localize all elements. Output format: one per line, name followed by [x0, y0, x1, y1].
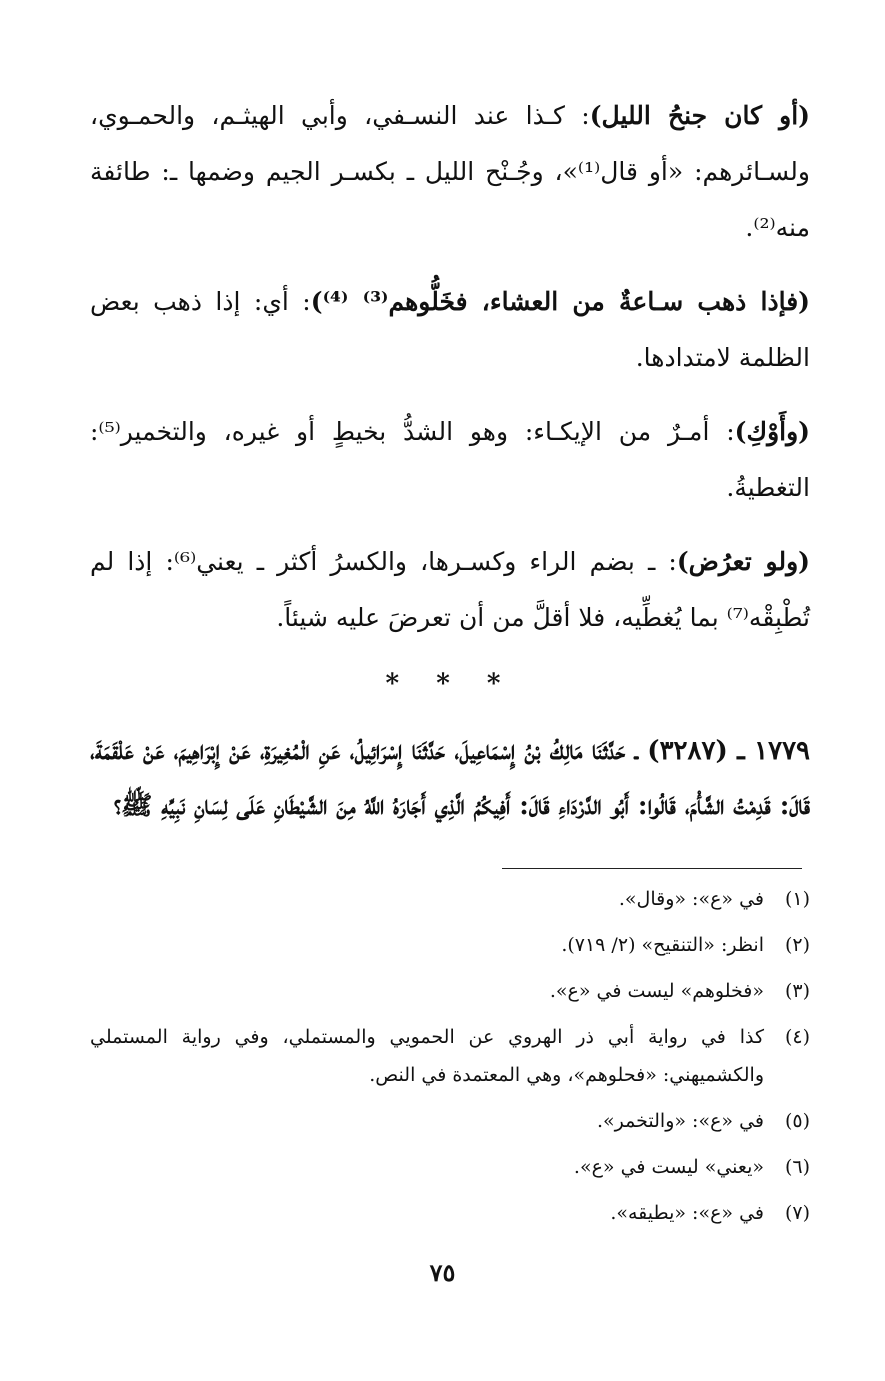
footnote-text: كذا في رواية أبي ذر الهروي عن الحمويي والمستملي، وفي رواية المستملي والكشميهني: «فحلوهم»، وهي المعتمدة في النص. — [90, 1026, 764, 1086]
hadith-paragraph — [90, 724, 810, 834]
footnote-number: (٢) — [784, 934, 810, 956]
main-text — [90, 88, 810, 834]
footnote-6 — [90, 1148, 810, 1186]
commentary-lead-1: (أو كان جنحُ الليل) — [589, 101, 810, 130]
section-separator: * * * — [385, 669, 515, 699]
footnote-number: (٧) — [784, 1202, 810, 1224]
footnote-text: في «ع»: «يطيقه». — [610, 1202, 764, 1224]
page-number: ٧٥ — [429, 1258, 456, 1287]
footnote-number: (٥) — [784, 1110, 810, 1132]
commentary-paragraph-2 — [90, 274, 810, 386]
footnote-5 — [90, 1102, 810, 1140]
hadith-number: ١٧٧٩ ـ (٣٢٨٧) — [647, 736, 811, 766]
commentary-text-3: : أمـرٌ من الإيكـاء: وهو الشدُّ بخيطٍ أو غيره، والتخمير⁽⁵⁾: التغطيةُ. — [90, 417, 810, 502]
commentary-lead-3: (وأَوْكِ) — [734, 417, 810, 446]
footnote-divider — [502, 868, 802, 869]
footnote-text: «فخلوهم» ليست في «ع». — [549, 980, 764, 1002]
footnote-text: انظر: «التنقيح» (٢/ ٧١٩). — [561, 934, 764, 956]
footnote-number: (٤) — [784, 1026, 810, 1048]
footnote-text: في «ع»: «والتخمر». — [597, 1110, 764, 1132]
commentary-text-1: : كـذا عند النسـفي، وأبي الهيثـم، والحمـوي، ولسـائرهم: «أو قال⁽¹⁾»، وجُـنْح الليل ـ بكسـر الجيم وضمها ـ: طائفة منه⁽²⁾. — [90, 101, 810, 242]
footnote-text: «يعني» ليست في «ع». — [573, 1156, 764, 1178]
commentary-paragraph-1 — [90, 88, 810, 256]
commentary-paragraph-3 — [90, 404, 810, 516]
footnote-number: (٣) — [784, 980, 810, 1002]
commentary-paragraph-4 — [90, 534, 810, 646]
commentary-text-4: : ـ بضم الراء وكسـرها، والكسرُ أكثر ـ يعني⁽⁶⁾: إذا لم تُطْبِقْه⁽⁷⁾ بما يُغطِّيه، فلا أقلَّ من أن تعرضَ عليه شيئاً. — [90, 547, 810, 632]
footnotes — [90, 880, 810, 1240]
footnote-3 — [90, 972, 810, 1010]
footnote-number: (٦) — [784, 1156, 810, 1178]
commentary-lead-4: (ولو تعرُض) — [676, 547, 810, 576]
footnote-1 — [90, 880, 810, 918]
footnote-2 — [90, 926, 810, 964]
commentary-lead-2: (فإذا ذهب سـاعةٌ من العشاء، فخَلُّوهم⁽³⁾ ⁽⁴⁾) — [310, 287, 810, 316]
footnote-7 — [90, 1194, 810, 1232]
footnote-number: (١) — [784, 888, 810, 910]
footnote-text: في «ع»: «وقال». — [618, 888, 764, 910]
commentary-text-2: : أي: إذا ذهب بعض الظلمة لامتدادها. — [90, 287, 810, 372]
footnote-4 — [90, 1018, 810, 1094]
hadith-text: ـ حَدَّثَنَا مَالِكُ بْنُ إِسْمَاعِيلَ، حَدَّثَنَا إِسْرَائِيلُ، عَنِ الْمُغِيرَةِ، عَنْ إِبْرَاهِيمَ، عَنْ عَلْقَمَةَ، قَالَ: قَدِمْتُ الشَّأْمَ، قَالُوا: أَبُو الدَّرْدَاءِ قَالَ: أَفِيكُمُ الَّذِي أَجَارَهُ اللَّهُ مِنَ الشَّيْطَانِ عَلَى لِسَانِ نَبِيِّهِ ﷺ؟ — [90, 736, 810, 821]
